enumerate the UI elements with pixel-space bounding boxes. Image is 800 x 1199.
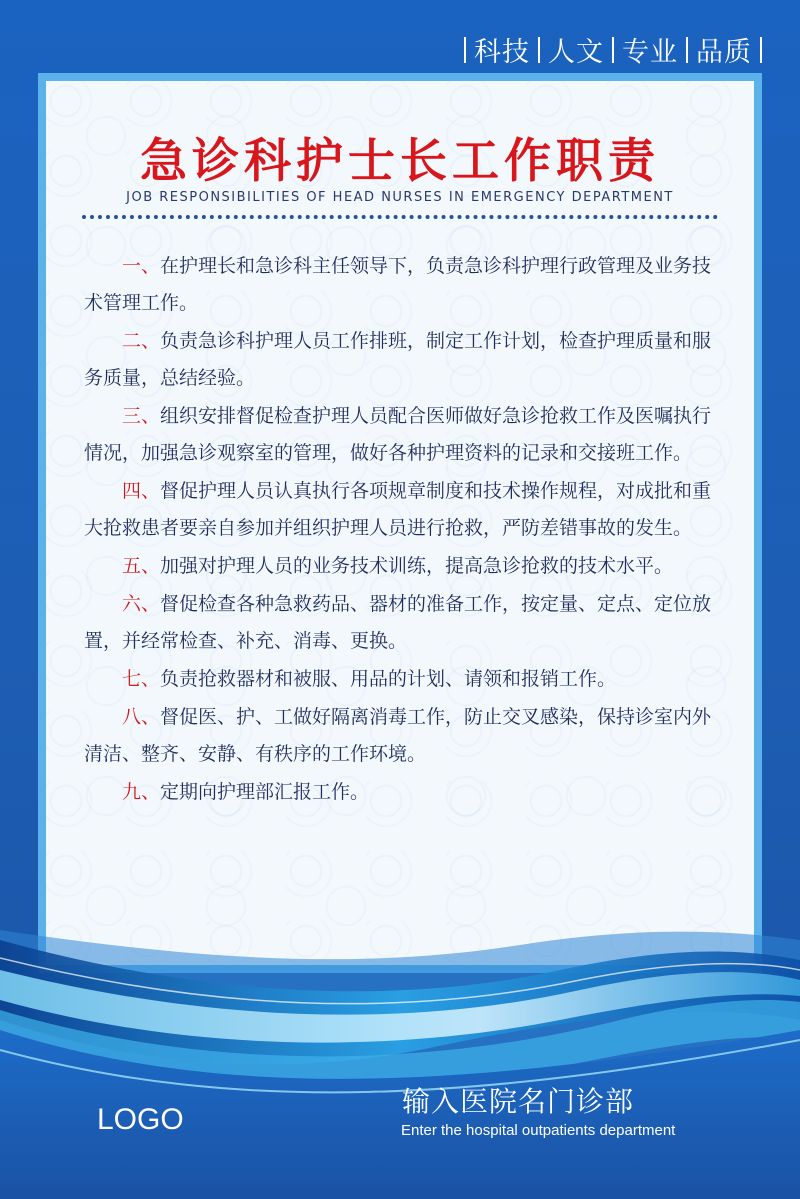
tagline-separator — [538, 37, 540, 63]
tagline-separator — [686, 37, 688, 63]
list-item — [84, 586, 720, 660]
item-number: 五、 — [122, 555, 161, 577]
department-name-english: Enter the hospital outpatients department — [401, 1122, 676, 1139]
logo-text: LOGO — [97, 1103, 184, 1136]
item-number: 一、 — [122, 255, 161, 277]
tagline-word: 科技 — [474, 37, 530, 68]
item-text: 督促医、护、工做好隔离消毒工作，防止交叉感染，保持诊室内外清洁、整齐、安静、有秩序的工作环境。 — [84, 706, 712, 765]
tagline — [456, 30, 770, 69]
tagline-word: 专业 — [622, 37, 678, 68]
tagline-separator — [760, 37, 762, 63]
item-number: 四、 — [122, 480, 161, 502]
item-text: 在护理长和急诊科主任领导下，负责急诊科护理行政管理及业务技术管理工作。 — [84, 255, 712, 314]
list-item — [84, 398, 720, 472]
list-item — [84, 323, 720, 397]
tagline-separator — [612, 37, 614, 63]
item-text: 督促护理人员认真执行各项规章制度和技术操作规程，对成批和重大抢救患者要亲自参加并组织护理人员进行抢救，严防差错事故的发生。 — [84, 480, 712, 539]
list-item — [84, 248, 720, 322]
tagline-word: 人文 — [548, 37, 604, 68]
item-text: 加强对护理人员的业务技术训练，提高急诊抢救的技术水平。 — [160, 555, 674, 577]
list-item — [84, 774, 720, 811]
item-text: 负责急诊科护理人员工作排班，制定工作计划，检查护理质量和服务质量，总结经验。 — [84, 330, 712, 389]
item-number: 三、 — [122, 405, 161, 427]
item-text: 组织安排督促检查护理人员配合医师做好急诊抢救工作及医嘱执行情况，加强急诊观察室的管理，做好各种护理资料的记录和交接班工作。 — [84, 405, 712, 464]
item-text: 定期向护理部汇报工作。 — [160, 781, 370, 803]
tagline-separator — [464, 37, 466, 63]
item-number: 二、 — [122, 330, 161, 352]
dotted-divider — [82, 215, 718, 219]
department-name: 输入医院名门诊部 — [402, 1085, 635, 1118]
item-text: 督促检查各种急救药品、器材的准备工作，按定量、定点、定位放置，并经常检查、补充、消毒、更换。 — [84, 593, 712, 652]
wave-decoration — [0, 900, 800, 1199]
item-number: 六、 — [122, 593, 161, 615]
responsibility-list — [84, 248, 720, 812]
item-number: 七、 — [122, 668, 161, 690]
item-number: 九、 — [122, 781, 161, 803]
list-item — [84, 548, 720, 585]
list-item — [84, 473, 720, 547]
tagline-word: 品质 — [696, 37, 752, 68]
list-item — [84, 699, 720, 773]
item-text: 负责抢救器材和被服、用品的计划、请领和报销工作。 — [160, 668, 617, 690]
list-item — [84, 661, 720, 698]
page-title: 急诊科护士长工作职责 — [140, 134, 660, 189]
item-number: 八、 — [122, 706, 161, 728]
page-subtitle: JOB RESPONSIBILITIES OF HEAD NURSES IN EMERGENCY DEPARTMENT — [126, 190, 674, 205]
